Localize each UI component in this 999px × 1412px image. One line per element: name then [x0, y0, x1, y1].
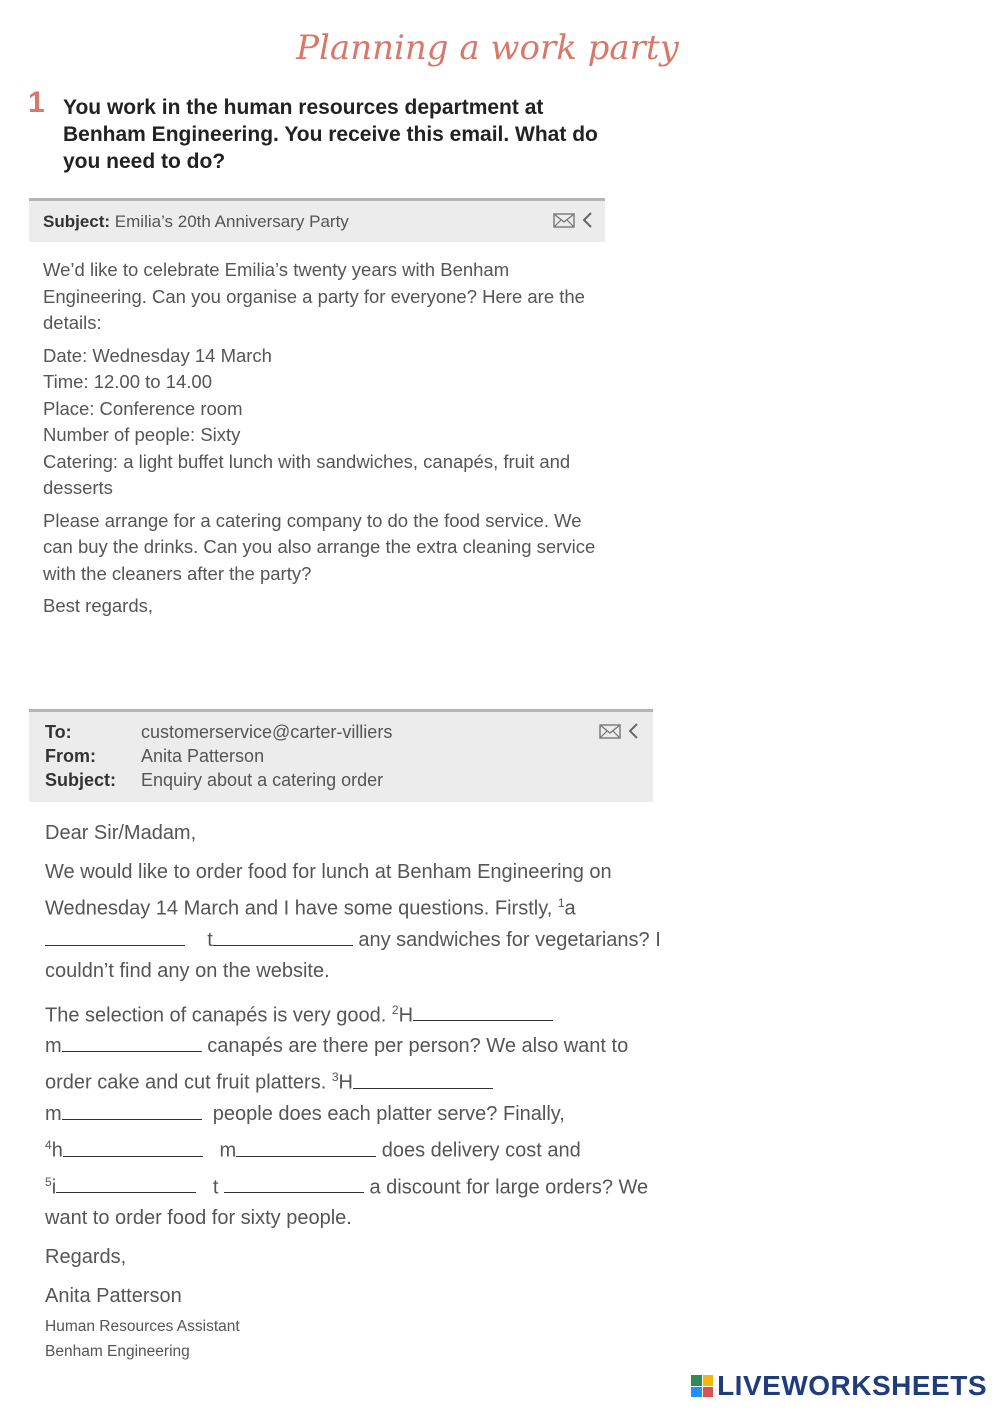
email2-header: [29, 709, 653, 802]
gap-letter: t: [212, 1176, 219, 1199]
email2-from: Anita Patterson: [141, 746, 265, 766]
gap-3a-blank[interactable]: [353, 1070, 493, 1089]
gap-letter: i: [51, 1176, 57, 1199]
chevron-left-icon: [627, 723, 639, 739]
email1-subject-line: [43, 212, 349, 232]
email2-text: does delivery cost and: [376, 1139, 581, 1162]
detail-place: Place: Conference room: [43, 397, 243, 419]
detail-catering: Catering: a light buffet lunch with sandwiches, canapés, fruit and desserts: [43, 450, 571, 498]
email2-subject-label: Subject:: [45, 770, 117, 790]
email1-body: [43, 257, 603, 626]
gap-letter: h: [51, 1139, 63, 1162]
gap-4b-blank[interactable]: [236, 1138, 376, 1157]
email2-text: people does each platter serve? Finally,: [207, 1102, 565, 1125]
email2-company: Benham Engineering: [45, 1343, 190, 1361]
worksheet-title: Planning a work party: [296, 28, 679, 68]
envelope-icon: [553, 213, 575, 228]
email2-paragraph2: [45, 995, 665, 1235]
logo-grid-icon: [691, 1375, 713, 1397]
chevron-left-icon: [581, 212, 593, 228]
email2-from-label: From:: [45, 746, 96, 766]
email2-signature: [45, 1314, 665, 1364]
gap-letter: H: [338, 1071, 353, 1094]
gap-letter: m: [219, 1139, 237, 1162]
email2-regards: Regards,: [45, 1246, 127, 1269]
gap-letter: m: [45, 1035, 62, 1058]
email2-greeting: Dear Sir/Madam,: [45, 822, 197, 844]
email2-body: [45, 818, 665, 1364]
email2-text: We would like to order food for lunch at Benham Engineering on Wednesday 14 March and I have some questions. Firstly,: [45, 861, 612, 920]
email1-details: [43, 343, 603, 502]
email2-to: customerservice@carter-villiers: [141, 722, 393, 742]
email2-icons: [599, 723, 639, 739]
email1-header: [29, 198, 605, 242]
gap-number: 4: [45, 1137, 52, 1152]
liveworksheets-logo: [691, 1370, 987, 1402]
gap-number: 5: [45, 1174, 52, 1189]
email2-position: Human Resources Assistant: [45, 1318, 240, 1336]
email1-closing: Best regards,: [43, 595, 154, 616]
gap-5b-blank[interactable]: [224, 1174, 364, 1193]
email2-subject-row: [45, 770, 383, 791]
gap-3b-blank[interactable]: [62, 1101, 202, 1120]
gap-1b-blank[interactable]: [213, 927, 353, 946]
email2-text: a discount for large orders? We want to order food for sixty people.: [45, 1176, 649, 1230]
gap-number: 1: [557, 896, 565, 910]
email2-text: canapés are there per person? We also want to order cake and cut fruit platters.: [45, 1035, 629, 1094]
email1-icons: [553, 212, 593, 228]
question-number: 1: [28, 86, 45, 119]
email1-subject: Emilia’s 20th Anniversary Party: [114, 212, 349, 231]
email2-text: any sandwiches for vegetarians? I couldn’t find any on the website.: [45, 928, 661, 982]
email1-request: Please arrange for a catering company to do the food service. We can buy the drinks. Can you also arrange the extra cleaning service with the cleaners after the party?: [43, 509, 596, 584]
email2-paragraph1: [45, 857, 665, 987]
gap-number: 2: [391, 1002, 399, 1017]
logo-text: LIVEWORKSHEETS: [717, 1370, 987, 1401]
gap-number: 3: [331, 1070, 339, 1085]
question-text: You work in the human resources department at Benham Engineering. You receive this email. What do you need to do?: [63, 96, 598, 173]
gap-letter: t: [207, 928, 213, 951]
email2-to-row: [45, 722, 392, 743]
gap-2a-blank[interactable]: [413, 1002, 553, 1021]
email2-to-label: To:: [45, 722, 72, 742]
detail-date: Date: Wednesday 14 March: [43, 344, 272, 366]
detail-people: Number of people: Sixty: [43, 424, 241, 445]
gap-1a-blank[interactable]: [45, 927, 185, 946]
email2-text: The selection of canapés is very good.: [45, 1004, 392, 1027]
envelope-icon: [599, 724, 621, 739]
gap-2b-blank[interactable]: [62, 1033, 202, 1052]
gap-4a-blank[interactable]: [63, 1138, 203, 1157]
gap-letter: H: [398, 1004, 414, 1027]
detail-time: Time: 12.00 to 14.00: [43, 371, 213, 392]
email1-intro: We’d like to celebrate Emilia’s twenty years with Benham Engineering. Can you organise a party for everyone? Here are the details:: [43, 259, 585, 333]
email1-subject-label: Subject:: [43, 212, 111, 231]
email2-from-row: [45, 746, 264, 767]
gap-5a-blank[interactable]: [56, 1174, 196, 1193]
gap-letter: a: [564, 897, 576, 920]
email2-name: Anita Patterson: [45, 1285, 182, 1308]
email2-subject: Enquiry about a catering order: [141, 770, 384, 790]
gap-letter: m: [45, 1102, 62, 1125]
